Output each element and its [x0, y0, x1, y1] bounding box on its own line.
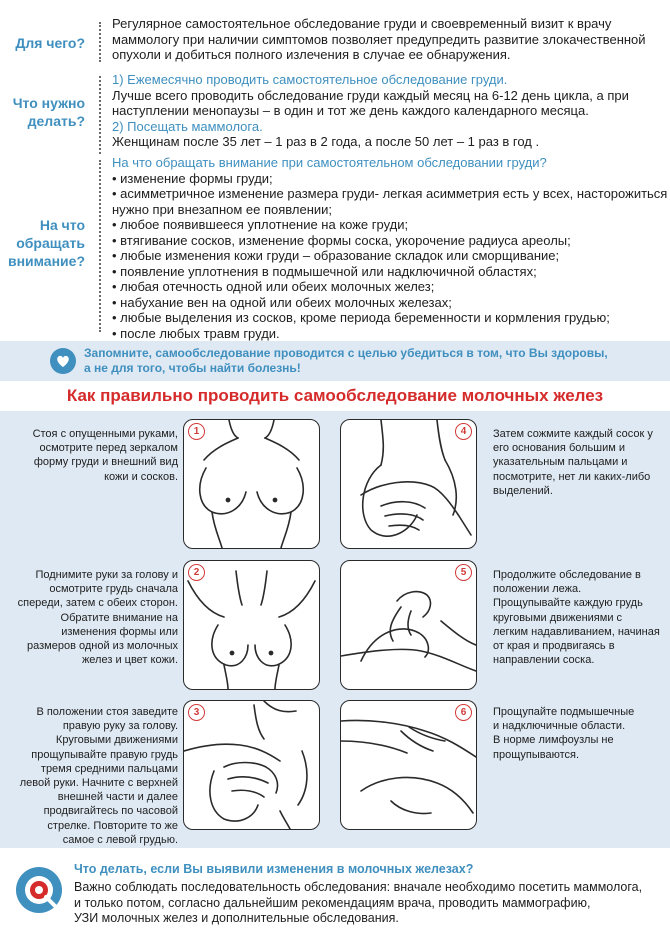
step-3-illustration — [183, 700, 320, 830]
remember-text: Запомните, самообследование проводится с целью убедиться в том, что Вы здоровы, а не для того, чтобы найти болезнь! — [84, 346, 608, 375]
step-2-illustration — [183, 560, 320, 690]
step-6-text: Прощупайте подмышечные и надключичные области. В норме лимфоузлы не прощупываются. — [493, 706, 635, 761]
step-5-illustration — [340, 560, 477, 690]
attention-text: На что обращать внимание при самостоятельном обследовании груди? • изменение формы груди; • асимметричное изменение размера груди- легкая асимметрия есть у всех, насторожиться нужно при внезапном ее появлении; • любое появившееся уплотнение на коже груди; • втягивание сосков, изменение формы соска, укорочение радиуса ареолы; • любые изменения кожи груди – образование складок или сморщивание; • появление уплотнения в подмышечной или надключичной областях; • любая отечность одной или обеих молочных желез; • набухание вен на одной или обеих молочных железах; • любые выделения из сосков, кроме периода беременности и кормления грудью; • после любых травм груди. — [112, 155, 668, 341]
step-number-badge: 6 — [455, 704, 472, 721]
logo-icon — [16, 867, 62, 913]
heart-icon — [50, 348, 76, 374]
step-number-badge: 5 — [455, 564, 472, 581]
step-4-illustration — [340, 419, 477, 549]
step-number-badge: 4 — [455, 423, 472, 440]
divider-dots — [99, 22, 101, 62]
step-5-text: Продолжите обследование в положении лежа. Прощупывайте каждую грудь круговыми движениями с легким надавливанием, начиная от края и продвигаясь в направлении соска. — [493, 569, 660, 667]
step-1-text: Стоя с опущенными руками, осмотрите перед зеркалом форму груди и внешний вид кожи и сосков. — [32, 428, 178, 483]
main-title: Как правильно проводить самообследование молочных желез — [66, 386, 604, 405]
footer-question: Что делать, если Вы выявили изменения в молочных железах? — [74, 862, 474, 876]
step-number-badge: 1 — [188, 423, 205, 440]
step-number-badge: 3 — [188, 704, 205, 721]
step-2-text: Поднимите руки за голову и осмотрите грудь сначала спереди, затем с обеих сторон. Обратите внимание на изменения формы или размеров одной из молочных желез и цвет кожи. — [17, 569, 178, 667]
step-4-text: Затем сожмите каждый сосок у его основания большим и указательным пальцами и посмотрите, нет ли каких-либо выделений. — [493, 428, 653, 497]
step-1-illustration — [183, 419, 320, 549]
divider-dots — [99, 160, 101, 332]
divider-dots — [99, 76, 101, 154]
why-label: Для чего? — [15, 35, 85, 51]
attention-label: На что обращать внимание? — [7, 217, 85, 269]
footer-text: Важно соблюдать последовательность обследования: вначале необходимо посетить маммолога, и только потом, согласно дальнейшим рекомендациям врача, проводить маммографию, УЗИ молочных желез и дополнительные обследования. — [74, 880, 643, 925]
step-6-illustration — [340, 700, 477, 830]
step-3-text: В положении стоя заведите правую руку за голову. Круговыми движениями прощупывайте правую грудь тремя средними пальцами левой руки. Начните с верхней внешней части и далее продвигайтесь по часовой стрелке. Повторите то же самое с левой грудью. — [19, 706, 178, 846]
what-text: 1) Ежемесячно проводить самостоятельное обследование груди. Лучше всего проводить обследование груди каждый месяц на 6-12 день цикла, а при наступлении менопаузы – в один и тот же день каждого календарного месяца. 2) Посещать маммолога. Женщинам после 35 лет – 1 раз в 2 года, а после 50 лет – 1 раз в год . — [112, 72, 629, 149]
step-number-badge: 2 — [188, 564, 205, 581]
what-label: Что нужно делать? — [12, 95, 85, 129]
why-text: Регулярное самостоятельное обследование груди и своевременный визит к врачу маммологу при наличии симптомов позволяет предупредить развитие злокачественной опухоли и добиться полного излечения в случае ее обнаружения. — [112, 16, 646, 62]
